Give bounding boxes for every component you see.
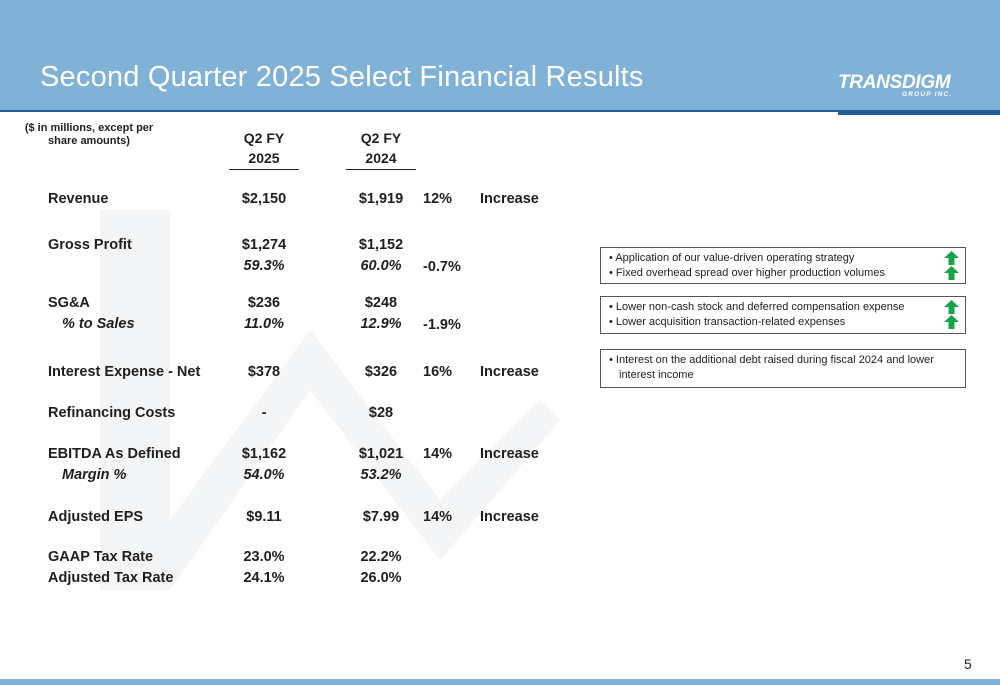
revenue-direction: Increase [480,191,539,207]
ebitda-fy2024: $1,021 [358,446,404,462]
row-label-sga: SG&A [48,295,90,311]
eps-direction: Increase [480,509,539,525]
up-arrow-icon [944,300,959,314]
page-number: 5 [964,656,972,672]
column-header-year: 2025 [229,148,299,169]
column-header-label: Q2 FY [243,130,285,146]
gross-margin-change: -0.7% [423,259,461,275]
row-label-adjusted-eps: Adjusted EPS [48,509,144,525]
row-label-revenue: Revenue [48,191,109,207]
row-label-ebitda-margin: Margin % [62,467,127,483]
interest-fy2024: $326 [364,364,398,380]
footer-bar [0,679,1000,685]
eps-change: 14% [423,509,453,525]
column-header-label: Q2 FY [360,130,402,146]
revenue-fy2025: $2,150 [241,191,287,207]
units-note: ($ in millions, except per share amounts) [24,122,154,147]
row-label-gaap-tax-rate: GAAP Tax Rate [48,549,154,565]
adj-tax-fy2025: 24.1% [243,570,285,586]
note-text: • Application of our value-driven operating strategy [609,252,855,264]
interest-direction: Increase [480,364,539,380]
refinancing-fy2025: - [261,405,267,421]
note-text: • Lower non-cash stock and deferred compensation expense [609,301,905,313]
note-bullet [609,300,957,315]
column-header-year: 2024 [346,148,416,169]
up-arrow-icon [944,251,959,265]
page-title: Second Quarter 2025 Select Financial Results [40,61,644,93]
eps-fy2024: $7.99 [362,509,400,525]
column-header-q2-fy2025 [229,128,299,170]
note-text: • Lower acquisition transaction-related expenses [609,315,846,328]
up-arrow-icon [944,266,959,280]
background-watermark [60,190,580,610]
sga-pct-change: -1.9% [423,317,461,333]
logo-wordmark: TRANSDIGM [838,72,951,93]
sga-fy2024: $248 [364,295,398,311]
revenue-change: 12% [423,191,453,207]
row-label-interest-expense: Interest Expense - Net [48,364,201,380]
note-text: • Interest on the additional debt raised during fiscal 2024 and lower interest income [609,354,934,381]
note-box-gross-profit [600,247,966,284]
revenue-fy2024: $1,919 [358,191,404,207]
gross-profit-fy2025: $1,274 [241,237,287,253]
note-bullet [609,251,957,266]
gross-margin-fy2025: 59.3% [243,258,285,274]
sga-pct-fy2024: 12.9% [360,316,402,332]
row-label-ebitda: EBITDA As Defined [48,446,181,462]
gross-profit-fy2024: $1,152 [358,237,404,253]
interest-fy2025: $378 [247,364,281,380]
gross-margin-fy2024: 60.0% [360,258,402,274]
company-logo [838,72,968,102]
note-box-interest [600,349,966,388]
logo-subtitle: GROUP INC. [902,91,953,98]
note-box-sga [600,296,966,334]
header-band [0,0,1000,110]
note-text: • Fixed overhead spread over higher production volumes [609,266,885,279]
gaap-tax-fy2024: 22.2% [360,549,402,565]
column-header-q2-fy2024 [346,128,416,170]
note-bullet [609,315,957,330]
ebitda-change: 14% [423,446,453,462]
ebitda-fy2025: $1,162 [241,446,287,462]
header-rule-accent [838,110,1000,115]
sga-pct-fy2025: 11.0% [243,316,285,332]
row-label-gross-profit: Gross Profit [48,237,132,253]
up-arrow-icon [944,315,959,329]
gaap-tax-fy2025: 23.0% [243,549,285,565]
sga-fy2025: $236 [247,295,281,311]
ebitda-margin-fy2024: 53.2% [360,467,402,483]
refinancing-fy2024: $28 [368,405,394,421]
interest-change: 16% [423,364,453,380]
row-label-sga-pct: % to Sales [62,316,135,332]
note-bullet [609,266,957,281]
row-label-refinancing: Refinancing Costs [48,405,176,421]
ebitda-direction: Increase [480,446,539,462]
ebitda-margin-fy2025: 54.0% [243,467,285,483]
adj-tax-fy2024: 26.0% [360,570,402,586]
eps-fy2025: $9.11 [246,509,282,525]
row-label-adjusted-tax-rate: Adjusted Tax Rate [48,570,174,586]
